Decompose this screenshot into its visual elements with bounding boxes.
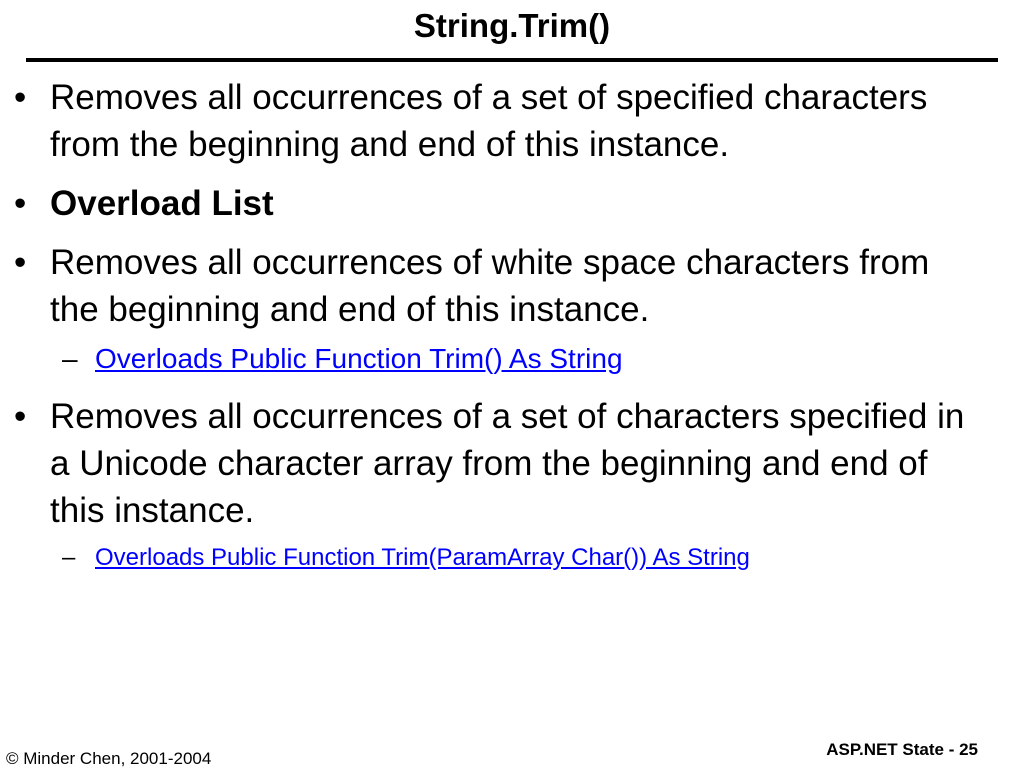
bullet-item <box>0 239 1024 333</box>
bullet-item <box>0 74 1024 168</box>
sub-marker: – <box>62 544 76 571</box>
bullet-marker: • <box>14 397 27 436</box>
slide-content <box>0 74 1024 590</box>
sub-item <box>0 341 1024 377</box>
bullet-text: Overload List <box>50 184 274 223</box>
bullet-marker: • <box>14 184 27 223</box>
trim-overload-link[interactable]: Overloads Public Function Trim() As String <box>95 343 623 374</box>
bullet-item <box>0 393 1024 534</box>
trim-paramarray-overload-link[interactable]: Overloads Public Function Trim(ParamArray Char()) As String <box>95 544 750 571</box>
bullet-item-overload-list <box>0 180 1024 227</box>
bullet-text: Removes all occurrences of a set of specified characters from the beginning and end of this instance. <box>50 78 928 164</box>
footer-copyright: © Minder Chen, 2001-2004 <box>6 749 212 768</box>
bullet-marker: • <box>14 78 27 117</box>
title-divider <box>26 58 998 62</box>
footer-page-label: ASP.NET State - 25 <box>826 740 978 759</box>
bullet-text: Removes all occurrences of white space characters from the beginning and end of this instance. <box>50 243 930 329</box>
bullet-text: Removes all occurrences of a set of characters specified in a Unicode character array from the beginning and end of this instance. <box>50 397 965 530</box>
slide-title: String.Trim() <box>413 7 611 44</box>
sub-item <box>0 542 1024 574</box>
bullet-marker: • <box>14 243 27 282</box>
sub-marker: – <box>62 343 78 374</box>
